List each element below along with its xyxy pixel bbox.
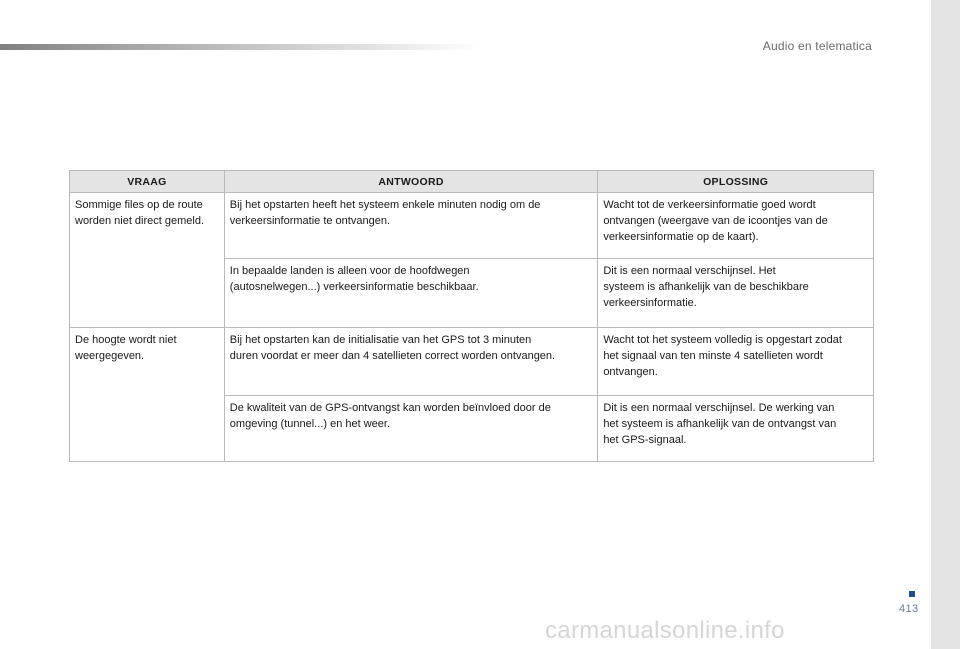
side-strip <box>931 0 960 649</box>
column-header-vraag: VRAAG <box>70 171 225 193</box>
solution-line: ontvangen. <box>603 366 658 378</box>
watermark: carmanualsonline.info <box>545 617 785 644</box>
solution-cell <box>598 193 874 259</box>
answer-line: Bij het opstarten heeft het systeem enkele minuten nodig om de <box>229 199 541 211</box>
solution-line: Wacht tot de verkeersinformatie goed wordt <box>603 199 816 211</box>
table-header-row <box>70 171 874 193</box>
solution-line: Dit is een normaal verschijnsel. De werking van <box>603 402 835 414</box>
answer-cell <box>224 328 598 396</box>
solution-cell <box>598 328 874 396</box>
answer-line: verkeersinformatie te ontvangen. <box>229 215 390 227</box>
solution-cell <box>598 259 874 328</box>
answer-line: duren voordat er meer dan 4 satellieten correct worden ontvangen. <box>229 350 556 362</box>
answer-line: In bepaalde landen is alleen voor de hoofdwegen <box>229 265 470 277</box>
solution-line: het signaal van ten minste 4 satellieten wordt <box>603 350 823 362</box>
header-decor-bar <box>0 44 480 50</box>
solution-cell <box>598 396 874 462</box>
troubleshooting-table <box>69 170 874 462</box>
question-cell <box>70 193 225 328</box>
table-row <box>70 193 874 259</box>
page-marker <box>909 591 915 597</box>
solution-line: Wacht tot het systeem volledig is opgestart zodat <box>603 334 842 346</box>
question-cell <box>70 328 225 462</box>
page-number: 413 <box>899 603 919 615</box>
column-header-oplossing: OPLOSSING <box>598 171 874 193</box>
answer-cell <box>224 396 598 462</box>
answer-cell <box>224 193 598 259</box>
solution-line: verkeersinformatie. <box>603 297 697 309</box>
solution-line: het GPS-signaal. <box>603 434 687 446</box>
section-title: Audio en telematica <box>762 39 872 53</box>
solution-line: Dit is een normaal verschijnsel. Het <box>603 265 776 277</box>
question-line: Sommige files op de route <box>75 199 203 211</box>
question-line: worden niet direct gemeld. <box>75 215 205 227</box>
solution-line: ontvangen (weergave van de icoontjes van de <box>603 215 828 227</box>
answer-cell <box>224 259 598 328</box>
table-row <box>70 328 874 396</box>
question-line: De hoogte wordt niet <box>75 334 177 346</box>
answer-line: omgeving (tunnel...) en het weer. <box>229 418 391 430</box>
answer-line: De kwaliteit van de GPS-ontvangst kan worden beïnvloed door de <box>229 402 551 414</box>
column-header-antwoord: ANTWOORD <box>224 171 598 193</box>
solution-line: het systeem is afhankelijk van de ontvangst van <box>603 418 837 430</box>
solution-line: systeem is afhankelijk van de beschikbare <box>603 281 809 293</box>
question-line: weergegeven. <box>75 350 145 362</box>
answer-line: Bij het opstarten kan de initialisatie van het GPS tot 3 minuten <box>229 334 532 346</box>
answer-line: (autosnelwegen...) verkeersinformatie beschikbaar. <box>229 281 479 293</box>
solution-line: verkeersinformatie op de kaart). <box>603 231 759 243</box>
